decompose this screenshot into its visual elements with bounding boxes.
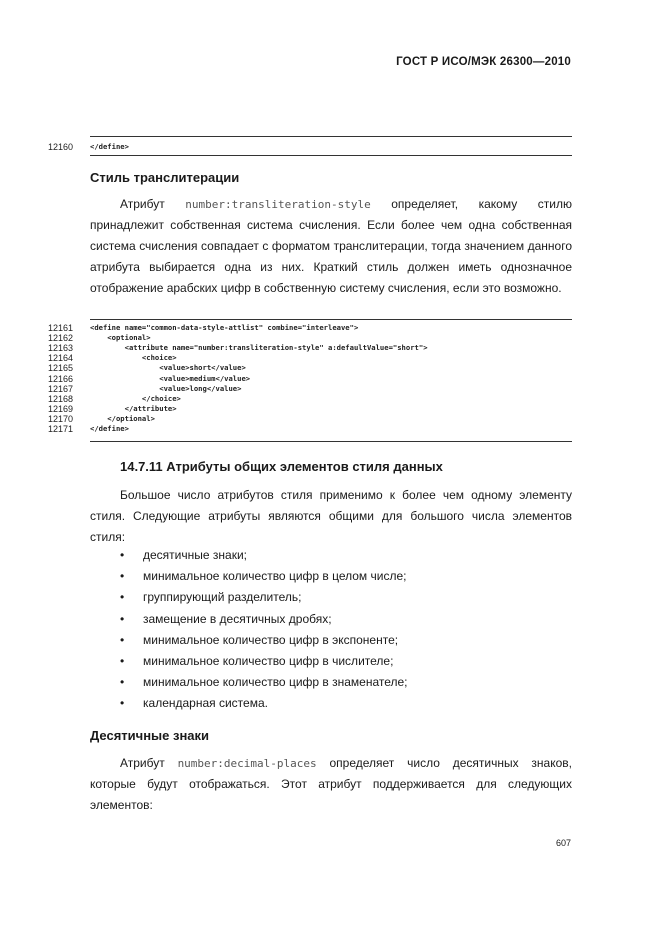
list-item xyxy=(120,545,408,566)
section-heading-transliteration: Стиль транслитерации xyxy=(90,170,240,185)
paragraph-transliteration xyxy=(90,194,572,299)
paragraph-common-intro xyxy=(90,485,572,548)
code-rule-top xyxy=(90,319,572,320)
code-line-number: 12168 xyxy=(48,393,74,404)
list-item-text: десятичные знаки; xyxy=(143,548,247,562)
paragraph-text: Атрибут xyxy=(120,197,186,211)
list-item-text: замещение в десятичных дробях; xyxy=(143,611,332,626)
code-line: <value>short</value> xyxy=(90,363,246,373)
list-item-text: минимальное количество цифр в экспоненте; xyxy=(143,632,399,647)
code-line: <value>medium</value> xyxy=(90,373,251,383)
bullet: • xyxy=(120,611,125,626)
code-line-number: 12164 xyxy=(48,353,74,364)
code-line: </define> xyxy=(90,424,129,433)
code-line: </define> xyxy=(90,142,129,151)
list-item xyxy=(120,609,408,630)
code-rule-bottom xyxy=(90,441,572,442)
list-item xyxy=(120,566,408,587)
bullet: • xyxy=(120,632,125,647)
code-line: <choice> xyxy=(90,353,177,363)
code-line: <optional> xyxy=(90,333,151,343)
code-line: </optional> xyxy=(90,413,155,423)
bullet: • xyxy=(120,590,125,605)
code-line-number: 12161 xyxy=(48,323,74,333)
page-number: 607 xyxy=(555,838,571,848)
code-line: <attribute name="number:transliteration-style" a:defaultValue="short"> xyxy=(90,343,428,353)
code-line-number: 12163 xyxy=(48,343,74,354)
code-line-number: 12165 xyxy=(48,363,74,374)
code-line-number: 12160 xyxy=(48,142,74,152)
list-item xyxy=(120,587,408,608)
paragraph-decimal-places xyxy=(90,753,572,816)
code-rule-bottom xyxy=(90,155,572,156)
code-line-number: 12166 xyxy=(48,373,74,384)
attribute-name: number:transliteration-style xyxy=(185,198,371,211)
bullet: • xyxy=(120,675,125,690)
list-item xyxy=(120,651,408,672)
document-standard-header: ГОСТ Р ИСО/МЭК 26300—2010 xyxy=(396,56,571,68)
paragraph-text: определяет число десятичных знаков, которые будут отображаться. Этот атрибут поддерживается для следующих элементов: xyxy=(90,756,572,812)
attribute-name: number:decimal-places xyxy=(177,757,317,770)
code-rule-top xyxy=(90,136,572,137)
list-item xyxy=(120,693,408,714)
section-heading-decimal-places: Десятичные знаки xyxy=(90,728,210,743)
code-line: </attribute> xyxy=(90,403,177,413)
section-heading-common-attributes: 14.7.11 Атрибуты общих элементов стиля данных xyxy=(120,459,443,474)
code-line: <define name="common-data-style-attlist" combine="interleave"> xyxy=(90,323,359,332)
list-item-text: группирующий разделитель; xyxy=(143,590,302,605)
paragraph-text: Большое число атрибутов стиля применимо к более чем одному элементу стиля. Следующие атрибуты являются общими для большого числа элементов стиля: xyxy=(90,488,572,544)
list-item-text: минимальное количество цифр в знаменателе; xyxy=(143,675,408,690)
code-line: <value>long</value> xyxy=(90,383,242,393)
common-attributes-list xyxy=(120,545,408,715)
code-line-number: 12171 xyxy=(48,424,74,434)
code-line-number: 12167 xyxy=(48,383,74,394)
list-item xyxy=(120,672,408,693)
code-line: </choice> xyxy=(90,393,181,403)
code-line-number: 12169 xyxy=(48,403,74,414)
list-item xyxy=(120,630,408,651)
list-item-text: календарная система. xyxy=(143,696,268,711)
list-item-text: минимальное количество цифр в целом числе; xyxy=(143,569,407,584)
paragraph-text: Атрибут xyxy=(120,756,178,770)
paragraph-text: определяет, какому стилю принадлежит собственная система счисления. Если более чем одна собственная система счисления совпадает с форматом транслитерации, тогда значением данного атрибута выбирается одна из них. Краткий стиль должен иметь однозначное отображение арабских цифр в собственную систему счисления, если это возможно. xyxy=(90,197,572,295)
bullet: • xyxy=(120,653,125,668)
code-line-number: 12162 xyxy=(48,333,74,344)
bullet: • xyxy=(120,569,125,584)
bullet: • xyxy=(120,548,125,562)
bullet: • xyxy=(120,696,125,711)
code-line-number: 12170 xyxy=(48,413,74,424)
list-item-text: минимальное количество цифр в числителе; xyxy=(143,653,394,668)
